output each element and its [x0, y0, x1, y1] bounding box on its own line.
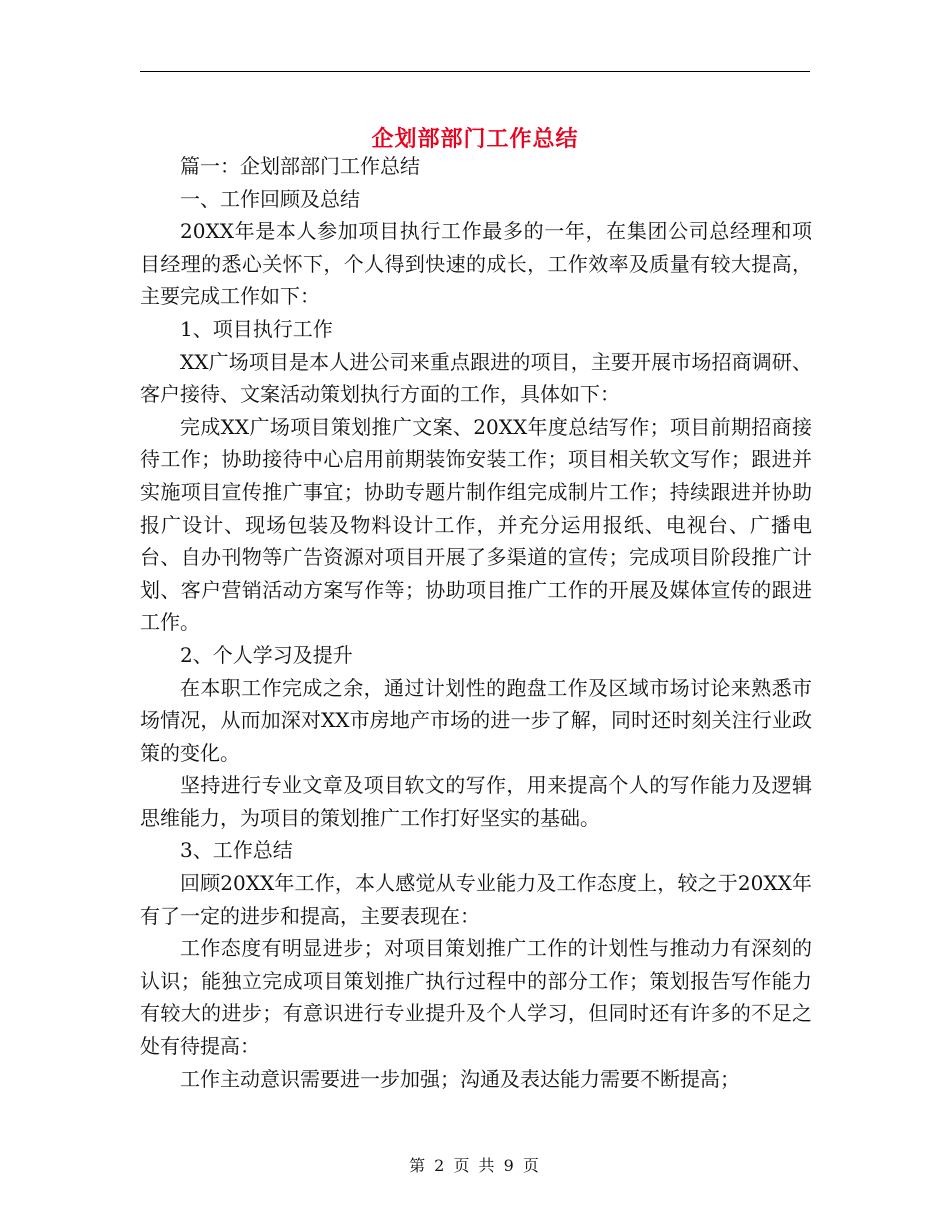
document-title: 企划部部门工作总结	[371, 125, 579, 152]
body-paragraph: 工作主动意识需要进一步加强；沟通及表达能力需要不断提高；	[180, 1066, 740, 1091]
body-paragraph: 完成XX广场项目策划推广文案、20XX年度总结写作；项目前期招商接待工作；协助接待中心启用前期装饰安装工作；项目相关软文写作；跟进并实施项目宣传推广事宜；协助专题片制作组完成制片工作；持续跟进并协助报广设计、现场包装及物料设计工作，并充分运用报纸、电视台、广播电台、自办刊物等广告资源对项目开展了多渠道的宣传；完成项目阶段推广计划、客户营销活动方案写作等；协助项目推广工作的开展及媒体宣传的跟进工作。	[140, 414, 812, 635]
section-heading: 一、工作回顾及总结	[180, 186, 360, 211]
body-paragraph: 20XX年是本人参加项目执行工作最多的一年，在集团公司总经理和项目经理的悉心关怀下，个人得到快速的成长，工作效率及质量有较大提高，主要完成工作如下：	[140, 219, 812, 309]
subsection-heading: 2、个人学习及提升	[180, 642, 353, 667]
section-heading: 篇一：企划部部门工作总结	[180, 154, 420, 178]
body-paragraph: 在本职工作完成之余，通过计划性的跑盘工作及区域市场讨论来熟悉市场情况，从而加深对XX市房地产市场的进一步了解，同时还时刻关注行业政策的变化。	[140, 675, 812, 765]
document-body	[140, 150, 812, 1095]
subsection-heading: 1、项目执行工作	[180, 316, 333, 341]
subsection-heading: 3、工作总结	[180, 838, 293, 863]
body-paragraph: 坚持进行专业文章及项目软文的写作，用来提高个人的写作能力及逻辑思维能力，为项目的策划推广工作打好坚实的基础。	[140, 773, 812, 830]
body-paragraph: XX广场项目是本人进公司来重点跟进的项目，主要开展市场招商调研、客户接待、文案活动策划执行方面的工作，具体如下：	[140, 349, 812, 407]
header-rule	[140, 71, 810, 72]
body-paragraph: 回顾20XX年工作，本人感觉从专业能力及工作态度上，较之于20XX年有了一定的进步和提高，主要表现在：	[140, 871, 812, 928]
page-number-footer: 第 2 页 共 9 页	[409, 1156, 541, 1175]
body-paragraph: 工作态度有明显进步；对项目策划推广工作的计划性与推动力有深刻的认识；能独立完成项目策划推广执行过程中的部分工作；策划报告写作能力有较大的进步；有意识进行专业提升及个人学习，但同时还有许多的不足之处有待提高：	[140, 936, 812, 1059]
